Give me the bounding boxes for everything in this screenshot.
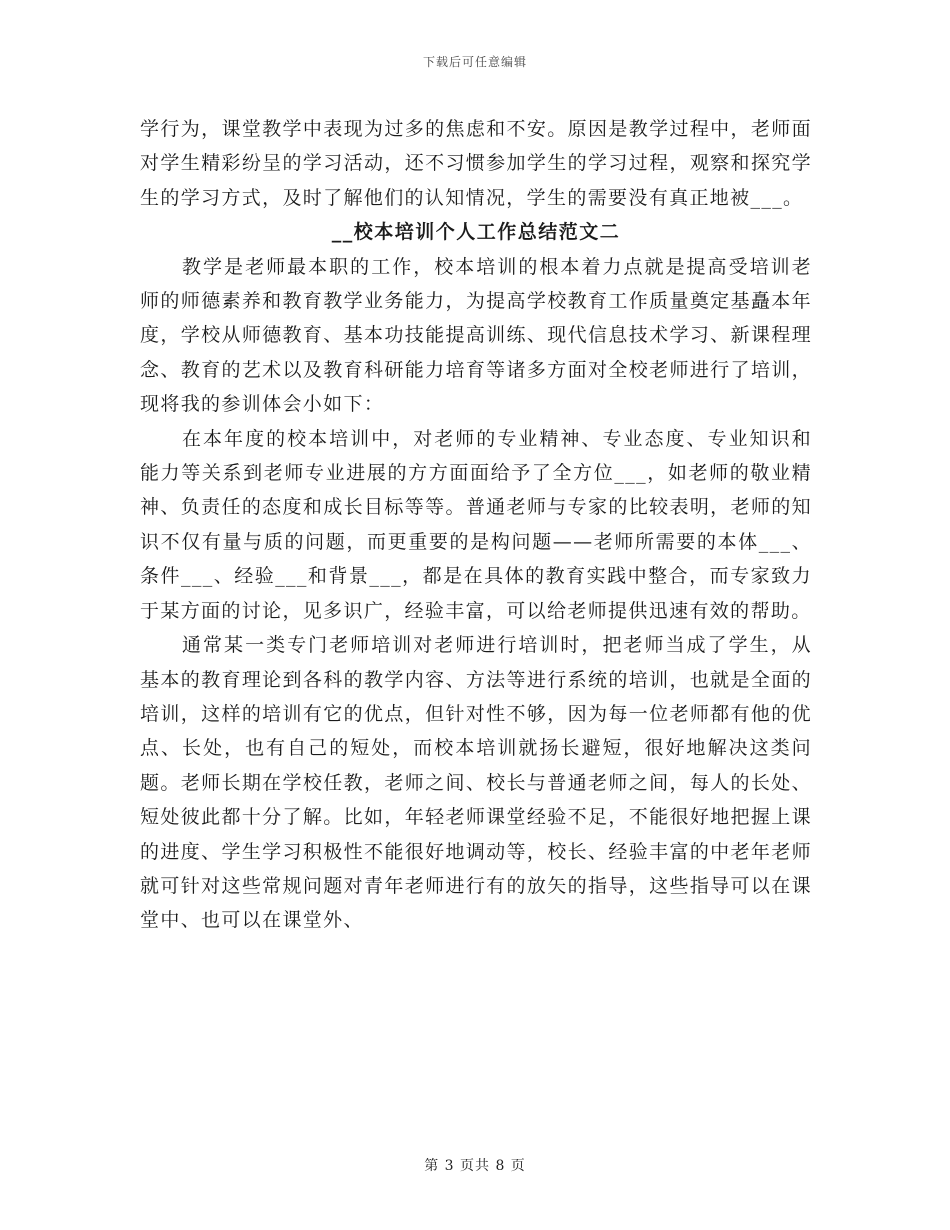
document-body <box>140 112 812 938</box>
paragraph: 在本年度的校本培训中，对老师的专业精神、专业态度、专业知识和能力等关系到老师专业进展的方方面面给予了全方位___，如老师的敬业精神、负责任的态度和成长目标等等。普通老师与专家的比较表明，老师的知识不仅有量与质的问题，而更重要的是构问题——老师所需要的本体___、条件___、经验___和背景___，都是在具体的教育实践中整合，而专家致力于某方面的讨论，见多识广，经验丰富，可以给老师提供迅速有效的帮助。 <box>140 427 812 622</box>
section-title: __校本培训个人工作总结范文二 <box>331 221 621 244</box>
paragraph: 教学是老师最本职的工作，校本培训的根本着力点就是提高受培训老师的师德素养和教育教学业务能力，为提高学校教育工作质量奠定基矗本年度，学校从师德教育、基本功技能提高训练、现代信息技术学习、新课程理念、教育的艺术以及教育科研能力培育等诸多方面对全校老师进行了培训，现将我的参训体会小如下： <box>140 255 812 416</box>
page-number: 第 3 页共 8 页 <box>424 1158 526 1174</box>
paragraph: 通常某一类专门老师培训对老师进行培训时，把老师当成了学生，从基本的教育理论到各科的教学内容、方法等进行系统的培训，也就是全面的培训，这样的培训有它的优点，但针对性不够，因为每一位老师都有他的优点、长处，也有自己的短处，而校本培训就扬长避短，很好地解决这类问题。老师长期在学校任教，老师之间、校长与普通老师之间，每人的长处、短处彼此都十分了解。比如，年轻老师课堂经验不足，不能很好地把握上课的进度、学生学习积极性不能很好地调动等，校长、经验丰富的中老年老师就可针对这些常规问题对青年老师进行有的放矢的指导，这些指导可以在课堂中、也可以在课堂外、 <box>140 634 812 932</box>
paragraph-continuation: 学行为，课堂教学中表现为过多的焦虑和不安。原因是教学过程中，老师面对学生精彩纷呈的学习活动，还不习惯参加学生的学习过程，观察和探究学生的学习方式，及时了解他们的认知情况，学生的需要没有真正地被___。 <box>140 118 812 209</box>
page-header: 下载后可任意编辑 <box>422 55 527 69</box>
